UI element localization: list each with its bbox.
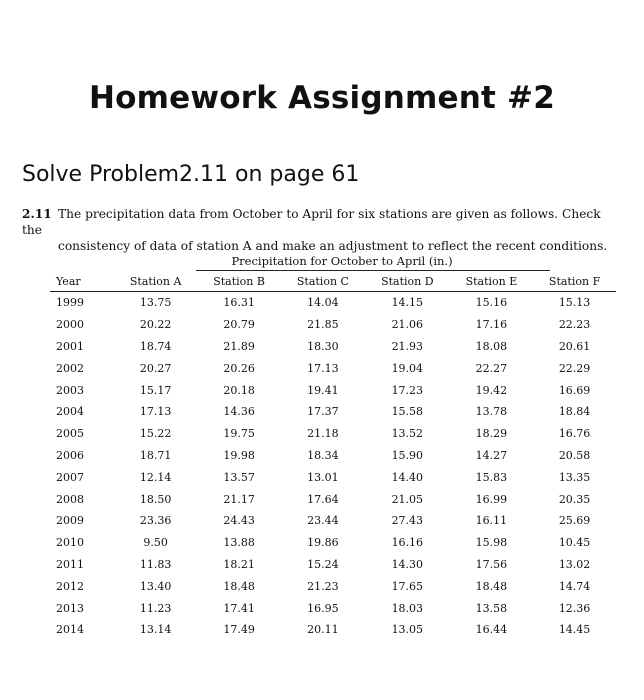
header-year: Year xyxy=(50,272,114,292)
page-title: Homework Assignment #2 xyxy=(89,80,555,116)
cell-value: 16.16 xyxy=(391,536,424,550)
cell-value: 13.35 xyxy=(558,470,591,484)
cell-value: 15.17 xyxy=(139,383,172,397)
cell-value: 17.13 xyxy=(307,361,339,375)
cell-year: 2009 xyxy=(56,514,84,528)
cell-value: 18.48 xyxy=(475,579,508,593)
cell-year: 2001 xyxy=(56,339,84,353)
cell-year: 2006 xyxy=(56,448,84,462)
cell-value: 21.05 xyxy=(391,492,424,506)
table-row xyxy=(50,292,616,314)
cell-year: 2007 xyxy=(56,470,84,484)
cell-year: 2013 xyxy=(56,601,84,615)
cell-value: 16.69 xyxy=(558,383,591,397)
table-row xyxy=(50,619,616,641)
table-row xyxy=(50,401,616,423)
cell-value: 14.15 xyxy=(391,296,424,310)
cell-year: 2010 xyxy=(56,536,84,550)
cell-value: 20.61 xyxy=(558,339,591,353)
problem-number: 2.11 xyxy=(22,207,52,221)
cell-value: 15.83 xyxy=(475,470,508,484)
problem-statement xyxy=(22,206,622,254)
cell-value: 16.95 xyxy=(307,601,339,615)
header-station-d: Station D xyxy=(365,272,450,292)
cell-value: 20.26 xyxy=(223,361,255,375)
table-body xyxy=(50,292,616,641)
header-station-b: Station B xyxy=(197,272,281,292)
cell-value: 11.23 xyxy=(139,601,172,615)
cell-year: 2005 xyxy=(56,427,84,441)
cell-value: 22.29 xyxy=(558,361,591,375)
cell-value: 16.31 xyxy=(223,296,255,310)
cell-value: 21.93 xyxy=(391,339,424,353)
table-row xyxy=(50,488,616,510)
table-row xyxy=(50,597,616,619)
cell-value: 16.44 xyxy=(475,623,508,637)
cell-year: 2014 xyxy=(56,623,84,637)
cell-value: 13.78 xyxy=(475,405,508,419)
cell-value: 18.08 xyxy=(475,339,508,353)
cell-value: 18.21 xyxy=(223,557,255,571)
table-caption: Precipitation for October to April (in.) xyxy=(231,254,453,268)
problem-text-1: The precipitation data from October to April for six stations are given as follows. Check the xyxy=(22,207,601,237)
cell-year: 2004 xyxy=(56,405,84,419)
cell-value: 18.29 xyxy=(475,427,508,441)
cell-value: 21.23 xyxy=(307,579,339,593)
cell-value: 18.71 xyxy=(139,448,172,462)
table-row xyxy=(50,532,616,554)
cell-value: 13.52 xyxy=(391,427,424,441)
cell-value: 23.36 xyxy=(139,514,172,528)
cell-value: 14.27 xyxy=(475,448,508,462)
cell-value: 14.40 xyxy=(391,470,424,484)
cell-value: 17.64 xyxy=(307,492,339,506)
cell-value: 13.75 xyxy=(139,296,172,310)
cell-year: 2011 xyxy=(56,557,84,571)
cell-value: 15.24 xyxy=(307,557,339,571)
cell-value: 20.58 xyxy=(558,448,591,462)
cell-value: 12.36 xyxy=(558,601,591,615)
cell-value: 18.74 xyxy=(139,339,172,353)
table-row xyxy=(50,466,616,488)
cell-value: 12.14 xyxy=(139,470,172,484)
cell-value: 21.06 xyxy=(391,318,424,332)
cell-value: 25.69 xyxy=(558,514,591,528)
cell-value: 19.86 xyxy=(307,536,339,550)
cell-value: 20.11 xyxy=(307,623,339,637)
cell-value: 13.40 xyxy=(139,579,172,593)
cell-year: 2012 xyxy=(56,579,84,593)
caption-divider xyxy=(196,270,550,271)
cell-value: 13.01 xyxy=(307,470,339,484)
table-row xyxy=(50,423,616,445)
cell-year: 2002 xyxy=(56,361,84,375)
cell-value: 19.04 xyxy=(391,361,424,375)
cell-value: 17.49 xyxy=(223,623,255,637)
cell-year: 1999 xyxy=(56,296,84,310)
cell-value: 21.18 xyxy=(307,427,339,441)
table-row xyxy=(50,554,616,576)
cell-value: 9.50 xyxy=(143,536,168,550)
table-row xyxy=(50,314,616,336)
header-station-e: Station E xyxy=(450,272,533,292)
cell-value: 13.58 xyxy=(475,601,508,615)
header-station-a: Station A xyxy=(114,272,197,292)
cell-value: 14.36 xyxy=(223,405,255,419)
cell-value: 15.98 xyxy=(475,536,508,550)
cell-value: 21.85 xyxy=(307,318,339,332)
cell-value: 20.35 xyxy=(558,492,591,506)
cell-value: 17.65 xyxy=(391,579,424,593)
table-row xyxy=(50,336,616,358)
cell-value: 17.37 xyxy=(307,405,339,419)
cell-value: 19.41 xyxy=(307,383,339,397)
cell-value: 15.90 xyxy=(391,448,424,462)
cell-value: 18.84 xyxy=(558,405,591,419)
table-row xyxy=(50,357,616,379)
cell-value: 15.22 xyxy=(139,427,172,441)
cell-value: 17.56 xyxy=(475,557,508,571)
cell-year: 2008 xyxy=(56,492,84,506)
cell-value: 27.43 xyxy=(391,514,424,528)
cell-value: 20.79 xyxy=(223,318,255,332)
table-row xyxy=(50,379,616,401)
precipitation-table xyxy=(50,272,616,641)
cell-value: 14.04 xyxy=(307,296,339,310)
cell-value: 19.75 xyxy=(223,427,255,441)
cell-value: 14.74 xyxy=(558,579,591,593)
cell-value: 19.98 xyxy=(223,448,255,462)
cell-value: 10.45 xyxy=(558,536,591,550)
cell-value: 22.27 xyxy=(475,361,508,375)
table-row xyxy=(50,445,616,467)
cell-value: 13.88 xyxy=(223,536,255,550)
cell-value: 18.34 xyxy=(307,448,339,462)
cell-value: 18.50 xyxy=(139,492,172,506)
cell-value: 24.43 xyxy=(223,514,255,528)
cell-year: 2003 xyxy=(56,383,84,397)
table-row xyxy=(50,575,616,597)
cell-value: 16.11 xyxy=(475,514,508,528)
cell-value: 18.48 xyxy=(223,579,255,593)
cell-value: 20.27 xyxy=(139,361,172,375)
header-station-f: Station F xyxy=(533,272,616,292)
problem-line-1 xyxy=(22,206,622,238)
cell-value: 17.16 xyxy=(475,318,508,332)
cell-value: 13.02 xyxy=(558,557,591,571)
cell-value: 18.03 xyxy=(391,601,424,615)
cell-value: 21.17 xyxy=(223,492,255,506)
cell-value: 17.13 xyxy=(139,405,172,419)
cell-value: 16.76 xyxy=(558,427,591,441)
cell-value: 15.58 xyxy=(391,405,424,419)
cell-value: 11.83 xyxy=(139,557,172,571)
cell-value: 22.23 xyxy=(558,318,591,332)
cell-value: 23.44 xyxy=(307,514,339,528)
cell-value: 19.42 xyxy=(475,383,508,397)
cell-value: 13.05 xyxy=(391,623,424,637)
cell-value: 17.41 xyxy=(223,601,255,615)
cell-value: 20.22 xyxy=(139,318,172,332)
problem-text-2: consistency of data of station A and make an adjustment to reflect the recent conditions. xyxy=(58,239,608,253)
cell-value: 15.13 xyxy=(558,296,591,310)
assignment-instruction: Solve Problem2.11 on page 61 xyxy=(22,162,360,187)
cell-value: 17.23 xyxy=(391,383,424,397)
table-row xyxy=(50,510,616,532)
cell-year: 2000 xyxy=(56,318,84,332)
cell-value: 20.18 xyxy=(223,383,255,397)
cell-value: 14.45 xyxy=(558,623,591,637)
cell-value: 16.99 xyxy=(475,492,508,506)
cell-value: 15.16 xyxy=(475,296,508,310)
cell-value: 13.57 xyxy=(223,470,255,484)
cell-value: 14.30 xyxy=(391,557,424,571)
table-header-row xyxy=(50,272,616,292)
header-station-c: Station C xyxy=(281,272,365,292)
cell-value: 21.89 xyxy=(223,339,255,353)
cell-value: 13.14 xyxy=(139,623,172,637)
cell-value: 18.30 xyxy=(307,339,339,353)
